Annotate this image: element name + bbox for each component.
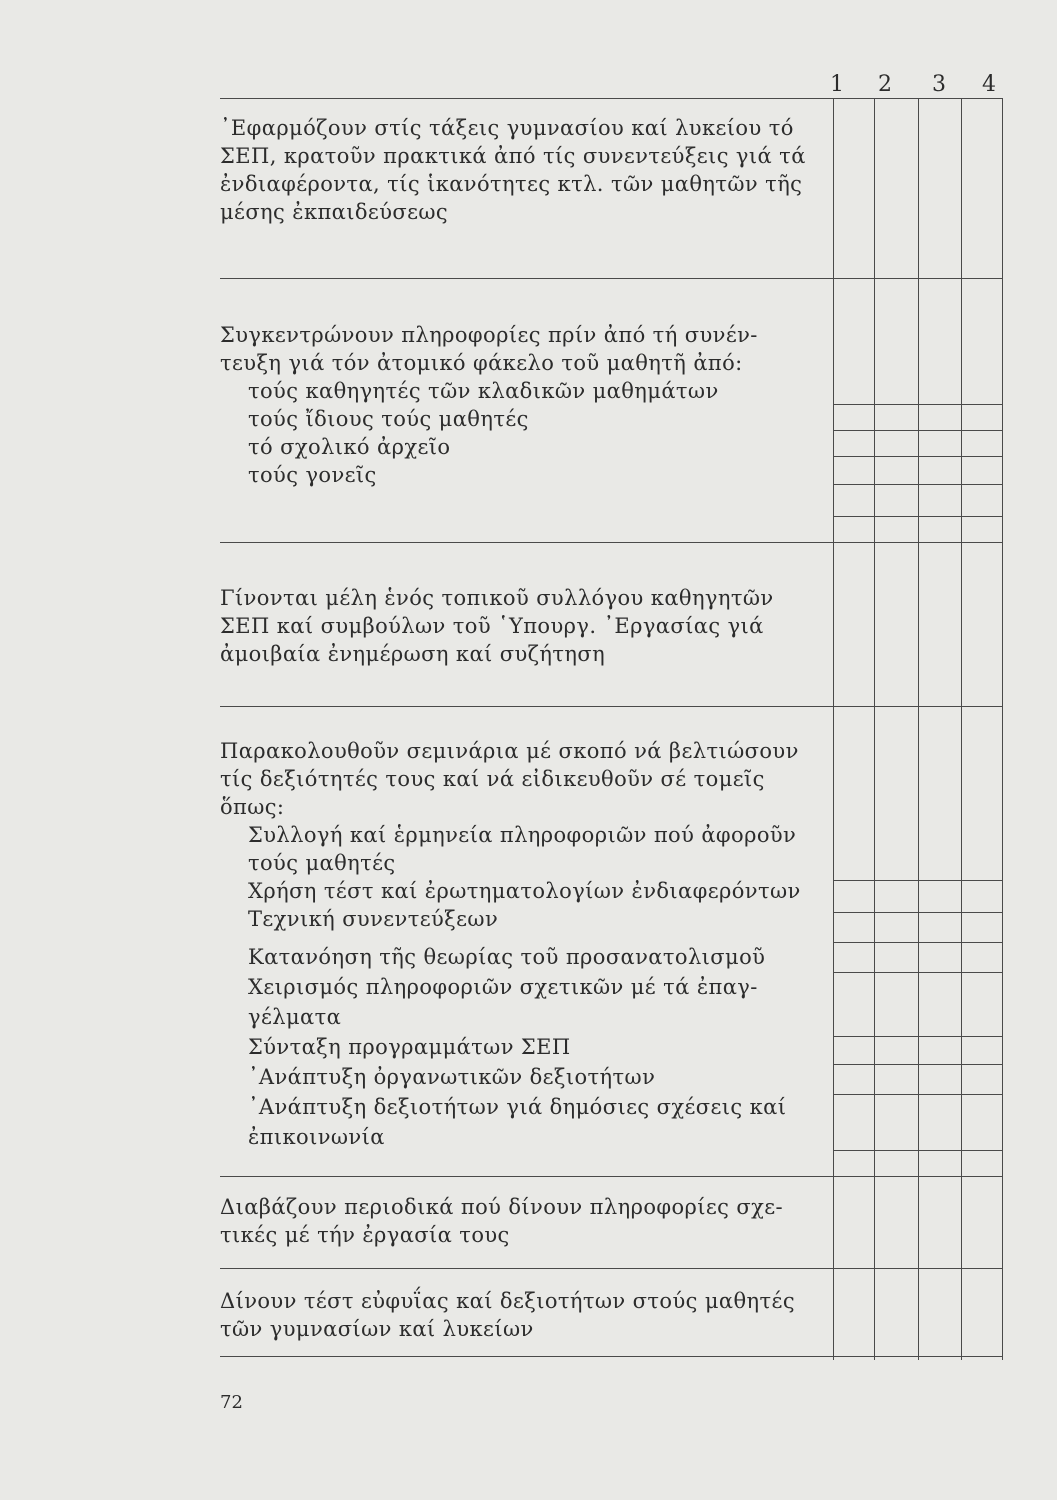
column-header-3: 3 — [932, 72, 946, 97]
section-1-line: ἐνδιαφέροντα, τίς ἱκανότητες κτλ. τῶν μαθητῶν τῆς — [220, 172, 803, 196]
sub-row-rule — [833, 430, 1003, 431]
section-3-line: ἀμοιβαία ἐνημέρωση καί συζήτηση — [220, 642, 606, 666]
sub-row-rule — [833, 880, 1003, 881]
section-5-line: τικές μέ τήν ἐργασία τους — [220, 1223, 510, 1247]
sub-row-rule — [833, 1036, 1003, 1037]
section-4-line: ὅπως: — [220, 795, 285, 819]
section-divider — [220, 1176, 1003, 1177]
sub-row-rule — [833, 1064, 1003, 1065]
sub-row-rule — [833, 912, 1003, 913]
section-2-line: Συγκεντρώνουν πληροφορίες πρίν ἀπό τή συνέν- — [220, 323, 758, 347]
section-5-line: Διαβάζουν περιοδικά πού δίνουν πληροφορίες σχε- — [220, 1195, 784, 1219]
section-4-item: Χρήση τέστ καί ἐρωτηματολογίων ἐνδιαφερόντων — [248, 879, 801, 903]
section-4-line: τίς δεξιότητές τους καί νά εἰδικευθοῦν σέ τομεῖς — [220, 767, 765, 791]
section-2-item: τούς καθηγητές τῶν κλαδικῶν μαθημάτων — [248, 379, 719, 403]
section-1-line: ΣΕΠ, κρατοῦν πρακτικά ἀπό τίς συνεντεύξεις γιά τά — [220, 144, 806, 168]
sub-row-rule — [833, 1094, 1003, 1095]
page-number: 72 — [220, 1392, 243, 1413]
section-4-item: ᾿Ανάπτυξη ὀργανωτικῶν δεξιοτήτων — [248, 1065, 656, 1089]
section-4-item: γέλματα — [248, 1005, 342, 1029]
sub-row-rule — [833, 456, 1003, 457]
section-4-item: Συλλογή καί ἑρμηνεία πληροφοριῶν πού ἀφοροῦν — [248, 823, 797, 847]
section-3-line: Γίνονται μέλη ἑνός τοπικοῦ συλλόγου καθηγητῶν — [220, 586, 774, 610]
section-4-item: τούς μαθητές — [248, 851, 396, 875]
column-header-2: 2 — [878, 72, 892, 97]
section-divider — [220, 542, 1003, 543]
section-2-item: τούς γονεῖς — [248, 463, 377, 487]
grid-vline-1 — [833, 98, 834, 1360]
section-4-item: ᾿Ανάπτυξη δεξιοτήτων γιά δημόσιες σχέσεις καί — [248, 1095, 787, 1119]
sub-row-rule — [833, 1150, 1003, 1151]
section-divider — [220, 278, 1003, 279]
section-4-item: Κατανόηση τῆς θεωρίας τοῦ προσανατολισμοῦ — [248, 945, 766, 969]
sub-row-rule — [833, 516, 1003, 517]
sub-row-rule — [833, 942, 1003, 943]
section-2-line: τευξη γιά τόν ἀτομικό φάκελο τοῦ μαθητῆ ἀπό: — [220, 351, 743, 375]
section-2-item: τό σχολικό ἀρχεῖο — [248, 435, 451, 459]
table-bottom-rule — [220, 1356, 1003, 1357]
sub-row-rule — [833, 404, 1003, 405]
section-1-line: ᾿Εφαρμόζουν στίς τάξεις γυμνασίου καί λυκείου τό — [220, 116, 794, 140]
grid-vline-2 — [874, 98, 875, 1360]
grid-vline-5 — [1002, 98, 1003, 1360]
section-4-item: ἐπικοινωνία — [248, 1125, 385, 1149]
section-2-item: τούς ἴδιους τούς μαθητές — [248, 407, 529, 431]
section-divider — [220, 1268, 1003, 1269]
section-divider — [220, 706, 1003, 707]
section-4-item: Τεχνική συνεντεύξεων — [248, 907, 499, 931]
grid-vline-4 — [961, 98, 962, 1360]
column-header-1: 1 — [830, 72, 844, 97]
section-4-item: Χειρισμός πληροφοριῶν σχετικῶν μέ τά ἐπαγ- — [248, 975, 758, 999]
table-top-rule — [220, 98, 1003, 99]
section-1-line: μέσης ἐκπαιδεύσεως — [220, 200, 449, 224]
section-4-line: Παρακολουθοῦν σεμινάρια μέ σκοπό νά βελτιώσουν — [220, 739, 799, 763]
sub-row-rule — [833, 484, 1003, 485]
sub-row-rule — [833, 972, 1003, 973]
section-6-line: Δίνουν τέστ εὐφυΐας καί δεξιοτήτων στούς μαθητές — [220, 1289, 795, 1313]
section-6-line: τῶν γυμνασίων καί λυκείων — [220, 1317, 534, 1341]
grid-vline-3 — [918, 98, 919, 1360]
column-header-4: 4 — [982, 72, 996, 97]
section-4-item: Σύνταξη προγραμμάτων ΣΕΠ — [248, 1035, 571, 1059]
section-3-line: ΣΕΠ καί συμβούλων τοῦ ῾Υπουργ. ᾿Εργασίας γιά — [220, 614, 764, 638]
